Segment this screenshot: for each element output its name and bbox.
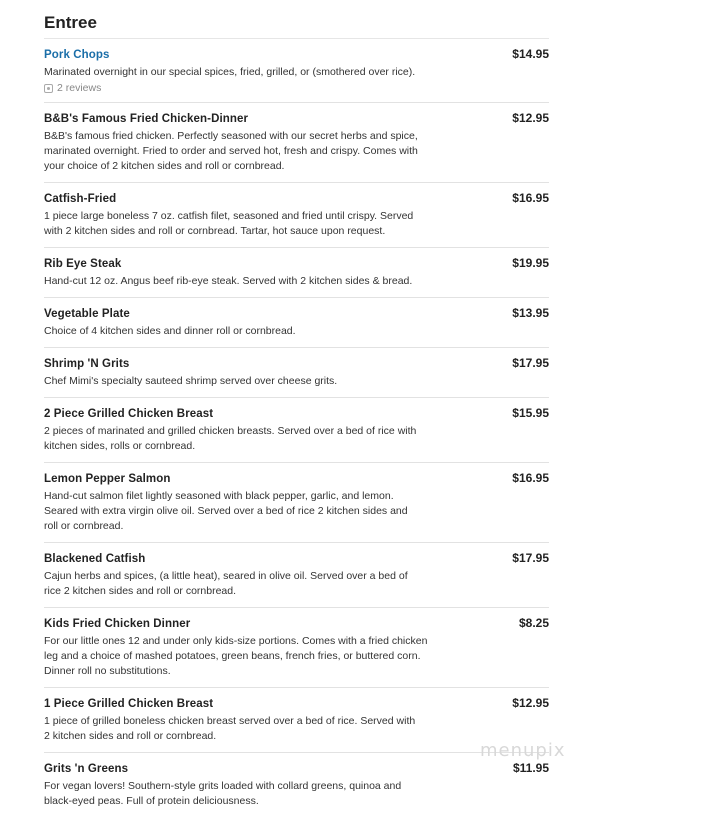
- item-name: Shrimp 'N Grits: [44, 358, 130, 370]
- item-price: $13.95: [512, 306, 549, 320]
- review-icon: [44, 84, 53, 93]
- menu-item: [44, 297, 549, 347]
- item-price: $14.95: [512, 47, 549, 61]
- item-price: $12.95: [512, 111, 549, 125]
- item-price: $17.95: [512, 551, 549, 565]
- item-name-link[interactable]: Pork Chops: [44, 49, 110, 61]
- menu-item: [44, 752, 549, 817]
- section-title: Entree: [44, 13, 97, 32]
- menu-item: [44, 247, 549, 297]
- menu-item: [44, 397, 549, 462]
- item-name: 1 Piece Grilled Chicken Breast: [44, 698, 214, 710]
- item-price: $12.95: [512, 696, 549, 710]
- menu-item: [44, 102, 549, 182]
- item-description: Hand-cut 12 oz. Angus beef rib-eye steak. Served with 2 kitchen sides & bread.: [44, 275, 413, 287]
- menu-item: [44, 462, 549, 542]
- item-description: Hand-cut salmon filet lightly seasoned with black pepper, garlic, and lemon. Seared with extra virgin olive oil. Served over a bed of rice 2 kitchen sides and roll or cornbread.: [44, 490, 408, 532]
- item-price: $15.95: [512, 406, 549, 420]
- item-description: Choice of 4 kitchen sides and dinner roll or cornbread.: [44, 325, 296, 337]
- item-price: $19.95: [512, 256, 549, 270]
- item-description: B&B's famous fried chicken. Perfectly seasoned with our secret herbs and spice, marinated overnight. Fried to order and served hot, fresh and crispy. Comes with your choice of 2 kitchen sides and roll or cornbread.: [44, 130, 418, 172]
- item-description: 1 piece large boneless 7 oz. catfish filet, seasoned and fried until crispy. Served with 2 kitchen sides and roll or cornbread. Tartar, hot sauce upon request.: [44, 210, 414, 237]
- item-name: Catfish-Fried: [44, 193, 117, 205]
- item-name: Blackened Catfish: [44, 553, 146, 565]
- item-name: Rib Eye Steak: [44, 258, 122, 270]
- item-name: Kids Fried Chicken Dinner: [44, 618, 191, 630]
- item-description: Cajun herbs and spices, (a little heat), seared in olive oil. Served over a bed of rice 2 kitchen sides and roll or cornbread.: [44, 570, 408, 597]
- item-price: $16.95: [512, 471, 549, 485]
- item-name: B&B's Famous Fried Chicken-Dinner: [44, 113, 249, 125]
- item-description: For vegan lovers! Southern-style grits loaded with collard greens, quinoa and black-eyed peas. Full of protein deliciousness.: [44, 780, 402, 807]
- menu-item: [44, 182, 549, 247]
- menu-section: [44, 10, 549, 817]
- item-description: Marinated overnight in our special spices, fried, grilled, or (smothered over rice).: [44, 66, 416, 78]
- item-price: $8.25: [518, 616, 549, 630]
- menu-item: [44, 607, 549, 687]
- item-name: Grits 'n Greens: [44, 763, 129, 775]
- item-description: For our little ones 12 and under only kids-size portions. Comes with a fried chicken leg and a choice of mashed potatoes, green beans, french fries, or buttered corn. Dinner roll no substitutions.: [44, 635, 428, 677]
- item-description: 2 pieces of marinated and grilled chicken breasts. Served over a bed of rice with kitchen sides, rolls or cornbread.: [44, 425, 417, 452]
- watermark-logo: menupix: [480, 740, 566, 761]
- reviews-count: 2 reviews: [57, 82, 102, 94]
- menu-item: [44, 687, 549, 752]
- item-description: 1 piece of grilled boneless chicken breast served over a bed of rice. Served with 2 kitchen sides and roll or cornbread.: [44, 715, 416, 742]
- menu-item: [44, 347, 549, 397]
- item-name: 2 Piece Grilled Chicken Breast: [44, 408, 214, 420]
- item-description: Chef Mimi's specialty sauteed shrimp served over cheese grits.: [44, 375, 338, 387]
- item-price: $16.95: [512, 191, 549, 205]
- item-name: Vegetable Plate: [44, 308, 130, 320]
- menu-item: [44, 542, 549, 607]
- menu-item: [44, 38, 549, 102]
- item-price: $17.95: [512, 356, 549, 370]
- item-name: Lemon Pepper Salmon: [44, 473, 171, 485]
- reviews-link[interactable]: [44, 82, 549, 94]
- item-price: $11.95: [512, 761, 549, 775]
